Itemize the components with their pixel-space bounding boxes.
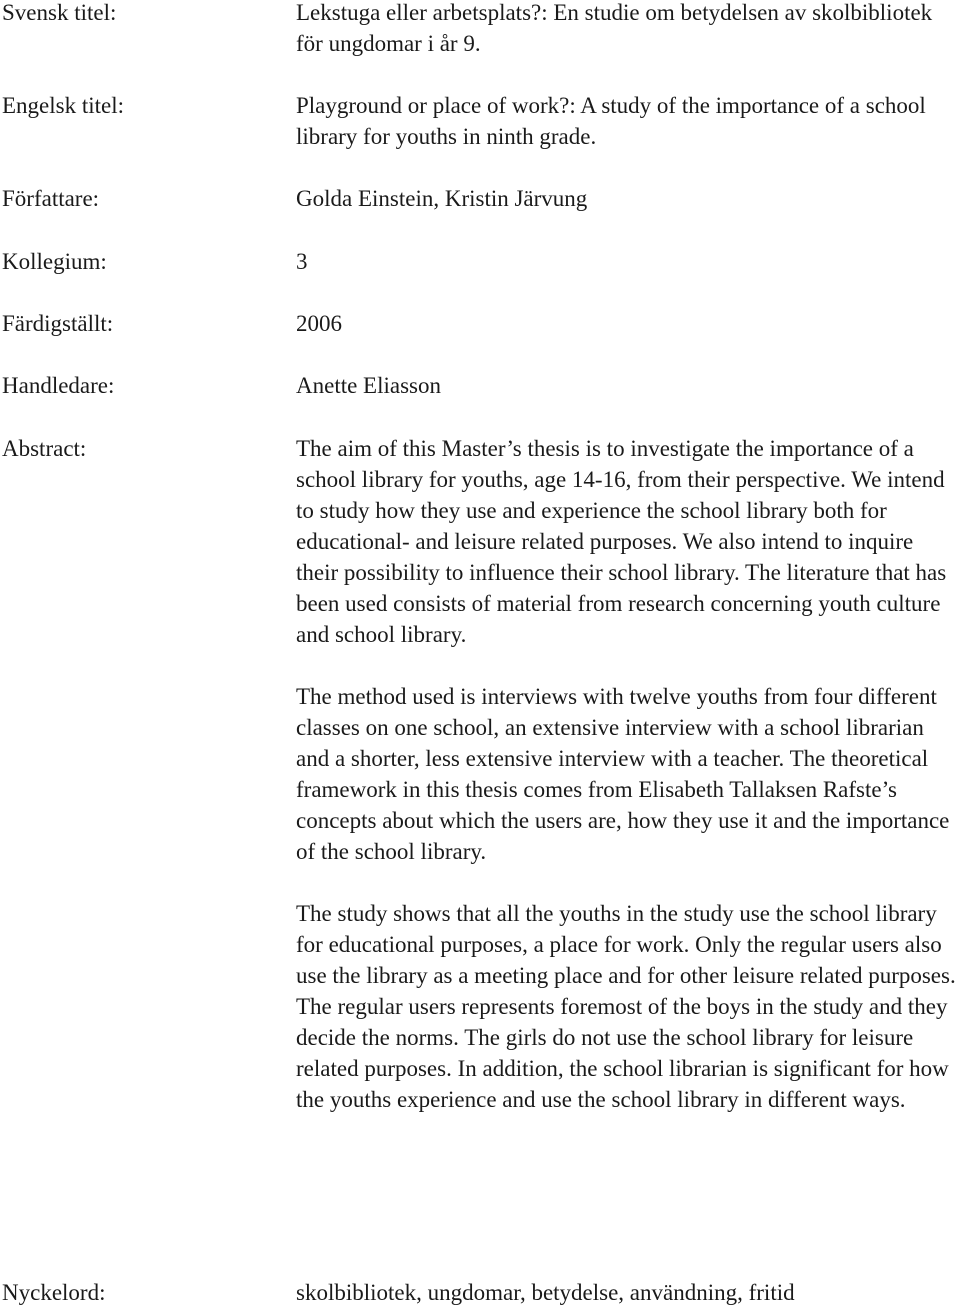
abstract-paragraph: The method used is interviews with twelve youths from four different classes on one school, an extensive interview with a school librarian and a shorter, less extensive interview with a teacher. The theoretical framework in this thesis comes from Elisabeth Tallaksen Rafste’s concepts about which the users are, how they use it and the importance of the school library. <box>296 684 950 864</box>
supervisor-value: Anette Eliasson <box>296 373 441 398</box>
swedish-title-label: Svensk titel: <box>2 0 117 25</box>
completed-label: Färdigställt: <box>2 311 114 336</box>
abstract-paragraph: The aim of this Master’s thesis is to investigate the importance of a school library for youths, age 14-16, from their perspective. We intend to study how they use and experience the school library both for educational- and leisure related purposes. We also intend to inquire their possibility to influence their school library. The literature that has been used consists of material from research concerning youth culture and school library. <box>296 436 947 647</box>
english-title-value: Playground or place of work?: A study of the importance of a school library for youths in ninth grade. <box>296 93 926 149</box>
keywords-value: skolbibliotek, ungdomar, betydelse, användning, fritid <box>296 1280 795 1305</box>
authors-label: Författare: <box>2 186 100 211</box>
abstract-paragraph: The study shows that all the youths in the study use the school library for educational purposes, a place for work. Only the regular users also use the library as a meeting place and for other leisure related purposes. The regular users represents foremost of the boys in the study and they decide the norms. The girls do not use the school library for leisure related purposes. In addition, the school librarian is significant for how the youths experience and use the school library in different ways. <box>296 901 956 1112</box>
abstract-body <box>296 433 960 1115</box>
english-title-label: Engelsk titel: <box>2 93 125 118</box>
completed-value: 2006 <box>296 311 342 336</box>
abstract-label: Abstract: <box>2 436 87 461</box>
collegium-value: 3 <box>296 249 308 274</box>
collegium-label: Kollegium: <box>2 249 107 274</box>
supervisor-label: Handledare: <box>2 373 115 398</box>
swedish-title-value: Lekstuga eller arbetsplats?: En studie om betydelsen av skolbibliotek för ungdomar i år 9. <box>296 0 933 56</box>
authors-value: Golda Einstein, Kristin Järvung <box>296 186 588 211</box>
keywords-label: Nyckelord: <box>2 1280 106 1305</box>
